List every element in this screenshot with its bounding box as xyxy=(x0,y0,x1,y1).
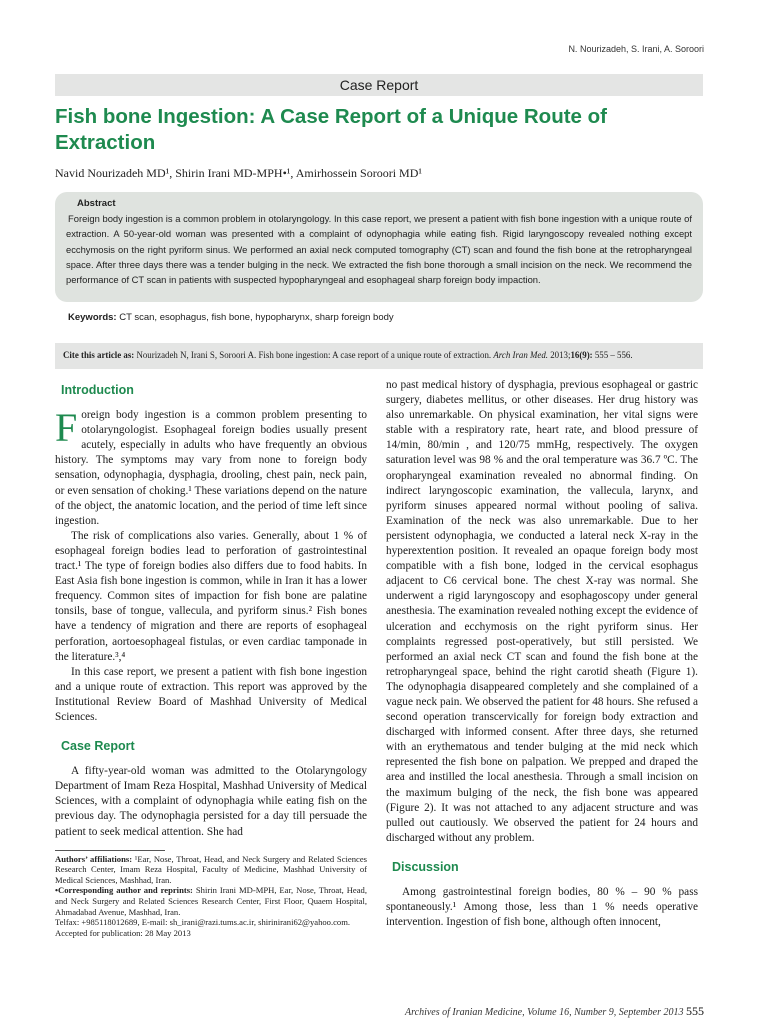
case-report-heading: Case Report xyxy=(61,739,135,754)
page-number: 555 xyxy=(686,1004,704,1018)
case-report-paragraph-1: A fifty-year-old woman was admitted to the Otolaryngology Department of Imam Reza Hospital, Mashhad University of Medical Sciences, with a complaint of odynophagia while eating fish on the previous day. The odynophagia persisted for a day till persuade the patient to seek medical attention. She had xyxy=(55,765,367,838)
corresponding-text: Shirin Irani MD-MPH, Ear, Nose, Throat, Head, and Neck Surgery and Related Sciences Research Center, First Floor, Quaem Hospital, Ahmadabad Avenue, Mashhad, Iran. xyxy=(55,885,367,917)
article-authors: Navid Nourizadeh MD¹, Shirin Irani MD-MPH•¹, Amirhossein Soroori MD¹ xyxy=(55,166,422,180)
abstract-text: Foreign body ingestion is a common problem in otolaryngology. In this case report, we present a patient with fish bone ingestion with a unique route of extraction. A 50-year-old woman was presented with a complaint of odynophagia while eating fish. Rigid laryngoscopy revealed nothing except ecchymosis on the right pyriform sinus. We performed an axial neck computed tomography (CT) scan and found the fish bone at the retropharyngeal space. After three days there was a tender bulging in the neck. We extracted the fish bone thorough a small incision on the neck. We recommend the performance of CT scan in patients with suspected hypopharyngeal and esophageal sharp foreign body impaction. xyxy=(66,213,692,286)
drop-cap: F xyxy=(55,405,78,451)
case-report-paragraph-2: no past medical history of dysphagia, previous esophageal or gastric surgery, diabetes mellitus, or other diseases. Her drug history was also unremarkable. On physical examination, her vital signs were stable with a respiratory rate, heart rate, and blood pressure of 14/min, 80/min , and 120/75 mmHg, respectively. The oxygen saturation level was 98 % and the oral temperature was 36.7 ºC. The oropharyngeal examination revealed no abnormal finding. On indirect laryngoscopic examination, the vallecula, larynx, and pyriform sinuses appeared normal without pooling of saliva. Examination of the neck was also unremarkable. Due to her persistent odynophagia, we conducted a lateral neck X-ray in the hyperextention position. It revealed an opaque foreign body most compatible with a fish bone, lodged in the cervical esophagus adjacent to C6 cervical bone. The chest X-ray was normal. She underwent a rigid laryngoscopy and esophagoscopy under general anesthesia. The examination revealed nothing except the evidence of ulceration and ecchymosis on the right pyriform sinus. Her complaints regressed post-operatively, but still persisted. We performed an axial neck CT scan and found the fish bone at the retropharyngeal space, behind the right carotid sheath (Figure 1). The odynophagia disappeared completely and she complained of a vague neck pain. We observed the patient for 48 hours. She refused a second operation transcervically for foreign body extraction and discharged with informed consent. After three days, she returned with an erythematous and tender bulging at the mid neck which represented the fish bone on palpation. We prepped and draped the area and instilled the local anesthesia. Through a small incision on the maximum bulging of the neck, the fish bone was appeared (Figure 2). It was not attached to any adjacent structure and was pulled out cautiously. We observed the patient for 24 hours and discharged without any problem. xyxy=(386,379,698,844)
citation-year: 2013; xyxy=(550,350,571,360)
abstract-heading: Abstract xyxy=(77,198,116,209)
affiliations-label: Authors’ affiliations: xyxy=(55,853,133,864)
running-header-authors: N. Nourizadeh, S. Irani, A. Soroori xyxy=(568,44,704,54)
introduction-heading: Introduction xyxy=(61,383,134,397)
introduction-paragraph-2: The risk of complications also varies. Generally, about 1 % of esophageal foreign bodies lead to perforation of gastrointestinal tract.¹ The type of foreign bodies also differs due to food habits. In East Asia fish bone ingestion is common, while in Iran it has a lower frequency. Common sites of impaction for fish bone are palatine tonsils, base of tongue, vallecula, and pyriform sinus.² Fish bones have a tendency of migration and there are reports of esophageal perforation, aortoesophageal fistulas, or even cardiac tamponade in the literature.³,⁴ xyxy=(55,529,367,663)
left-column xyxy=(55,378,367,938)
section-label: Case Report xyxy=(55,74,703,96)
footer-journal: Archives of Iranian Medicine, xyxy=(405,1007,525,1018)
citation-text: Nourizadeh N, Irani S, Soroori A. Fish bone ingestion: A case report of a unique route of extraction. xyxy=(136,350,492,360)
keywords-text: CT scan, esophagus, fish bone, hypopharynx, sharp foreign body xyxy=(119,312,394,323)
citation-pages: 555 – 556. xyxy=(594,350,633,360)
article-title: Fish bone Ingestion: A Case Report of a Unique Route of Extraction xyxy=(55,105,607,154)
right-column xyxy=(386,378,698,930)
introduction-paragraph-1 xyxy=(55,405,367,529)
introduction-paragraph-3: In this case report, we present a patient with fish bone ingestion and a unique route of extraction. This report was approved by the Institutional Review Board of Mashhad University of Medical Sciences. xyxy=(55,665,367,723)
citation-bar xyxy=(55,343,703,369)
discussion-paragraph-1: Among gastrointestinal foreign bodies, 80 % – 90 % pass spontaneously.¹ Among those, less than 1 % needs operative intervention. Ingestion of fish bone, although often innocent, xyxy=(386,886,698,929)
footnote-affiliations xyxy=(55,854,367,886)
footnote-accepted: Accepted for publication: 28 May 2013 xyxy=(55,927,191,938)
introduction-paragraph-1-text: oreign body ingestion is a common problem presenting to otolaryngologist. Esophageal foreign bodies usually present acutely, especially in adults who have frequently an obvious history. The symptoms may vary from none to foreign body sensation, odynophagia, dysphagia, drooling, chest pain, neck pain, or even sensation of choking.¹ These variations depend on the nature of the object, the anatomic location, and the period of time left since ingestion. xyxy=(55,409,367,527)
corresponding-label: •Corresponding author and reprints: xyxy=(55,885,193,896)
citation-label: Cite this article as: xyxy=(63,350,135,360)
affiliations-text: ¹Ear, Nose, Throat, Head, and Neck Surgery and Related Sciences Research Center, Imam Reza Hospital, Faculty of Medicine, Mashhad University of Medical Sciences, Mashhad, Iran. xyxy=(55,853,367,885)
abstract-box xyxy=(55,192,703,302)
footer-issue: Volume 16, Number 9, September 2013 xyxy=(527,1007,684,1018)
keywords-line xyxy=(68,312,698,323)
citation-journal: Arch Iran Med. xyxy=(493,350,548,360)
discussion-heading: Discussion xyxy=(392,859,459,874)
footnotes xyxy=(55,854,367,939)
footnote-contact: Telfax: +985118012689, E-mail: sh_irani@razi.tums.ac.ir, shirinirani62@yahoo.com. xyxy=(55,917,351,928)
footnote-corresponding xyxy=(55,885,367,917)
page-footer xyxy=(405,1004,704,1019)
citation-volume: 16(9): xyxy=(570,350,593,360)
keywords-label: Keywords: xyxy=(68,312,117,323)
footnote-divider xyxy=(55,850,165,851)
